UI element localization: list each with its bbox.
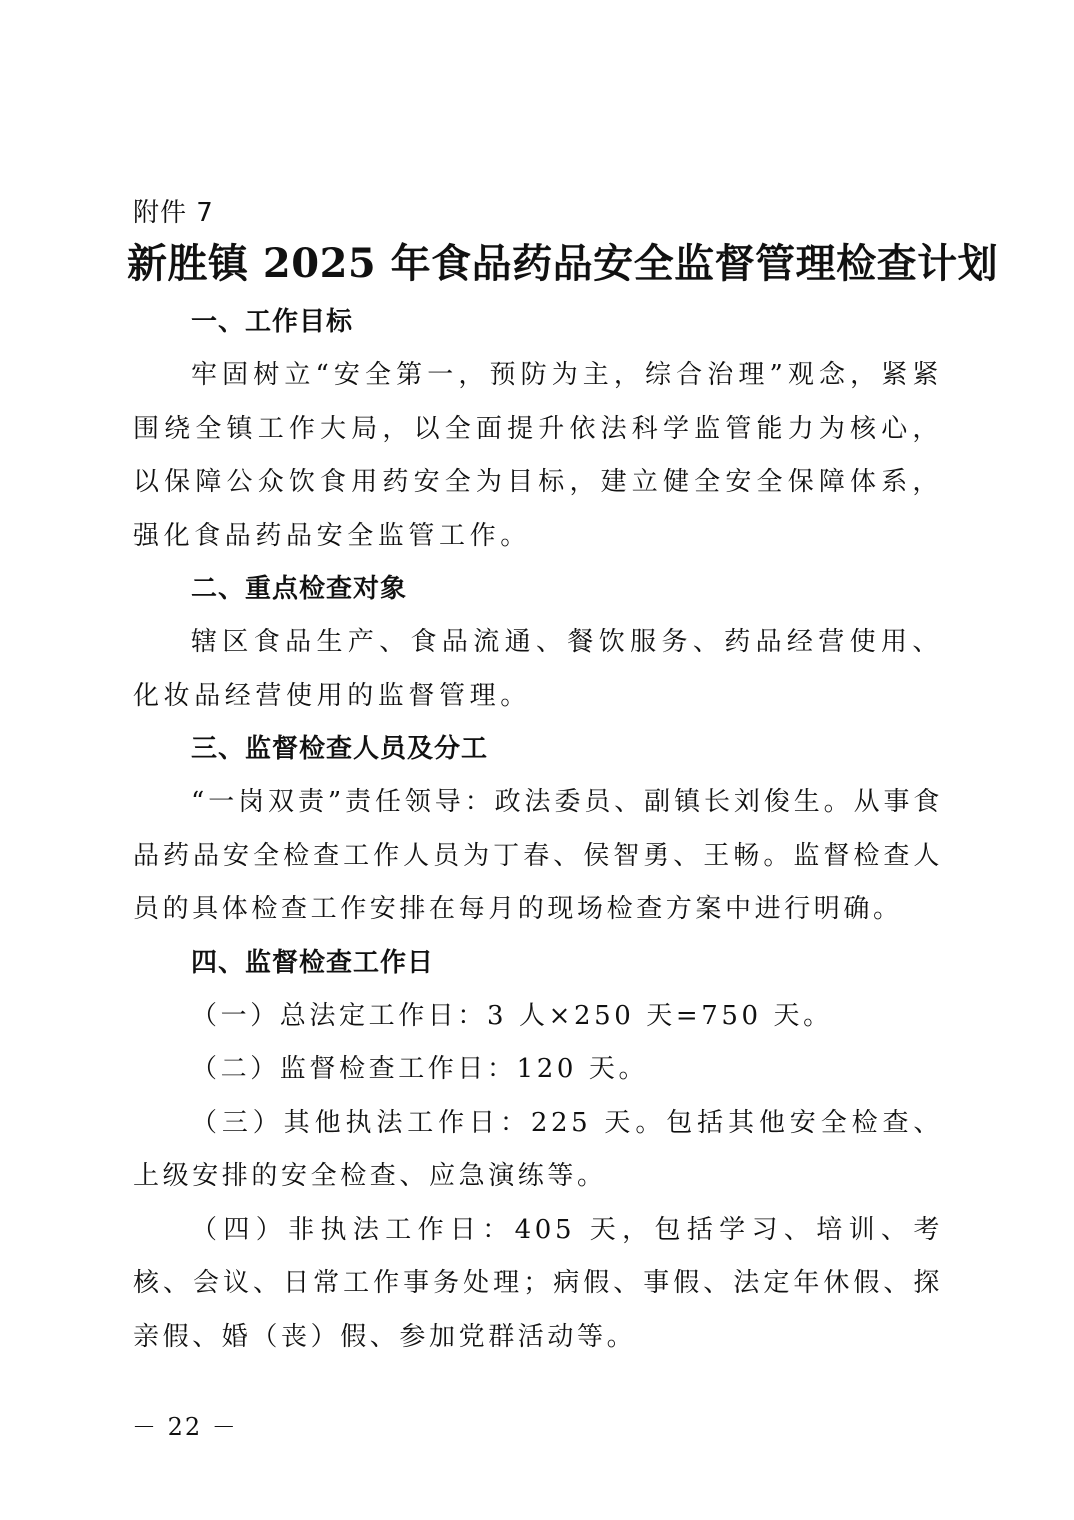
section-key-inspection-targets — [133, 563, 943, 723]
page-number: － 22 － — [132, 1413, 238, 1441]
section-inspection-staff — [133, 723, 943, 937]
body-paragraph: “一岗双责”责任领导：政法委员、副镇长刘俊生。从事食品药品安全检查工作人员为丁春、侯智勇、王畅。监督检查人员的具体检查工作安排在每月的现场检查方案中进行明确。 — [133, 787, 943, 924]
body-paragraph: （二）监督检查工作日：120 天。 — [191, 1054, 649, 1084]
body-paragraph: 牢固树立“安全第一，预防为主，综合治理”观念，紧紧围绕全镇工作大局，以全面提升依法科学监管能力为核心，以保障公众饮食用药安全为目标，建立健全安全保障体系，强化食品药品安全监管工作。 — [133, 360, 943, 551]
section-heading: 二、重点检查对象 — [191, 574, 408, 604]
body-paragraph: （三）其他执法工作日：225 天。包括其他安全检查、上级安排的安全检查、应急演练等。 — [133, 1107, 943, 1191]
section-heading: 三、监督检查人员及分工 — [191, 734, 489, 764]
section-heading: 四、监督检查工作日 — [191, 947, 435, 978]
body-paragraph: 辖区食品生产、食品流通、餐饮服务、药品经营使用、化妆品经营使用的监督管理。 — [133, 627, 943, 711]
section-heading: 一、工作目标 — [191, 307, 354, 337]
body-paragraph: （四）非执法工作日：405 天，包括学习、培训、考核、会议、日常工作事务处理；病假、事假、法定年休假、探亲假、婚（丧）假、参加党群活动等。 — [133, 1214, 943, 1352]
section-work-goals — [133, 296, 943, 563]
body-paragraph: （一）总法定工作日：3 人×250 天=750 天。 — [191, 1000, 833, 1031]
document-title: 新胜镇 2025 年食品药品安全监督管理检查计划 — [127, 240, 999, 287]
attachment-label: 附件 7 — [133, 198, 214, 228]
section-inspection-workdays — [133, 937, 943, 1365]
document-body — [133, 296, 943, 1364]
